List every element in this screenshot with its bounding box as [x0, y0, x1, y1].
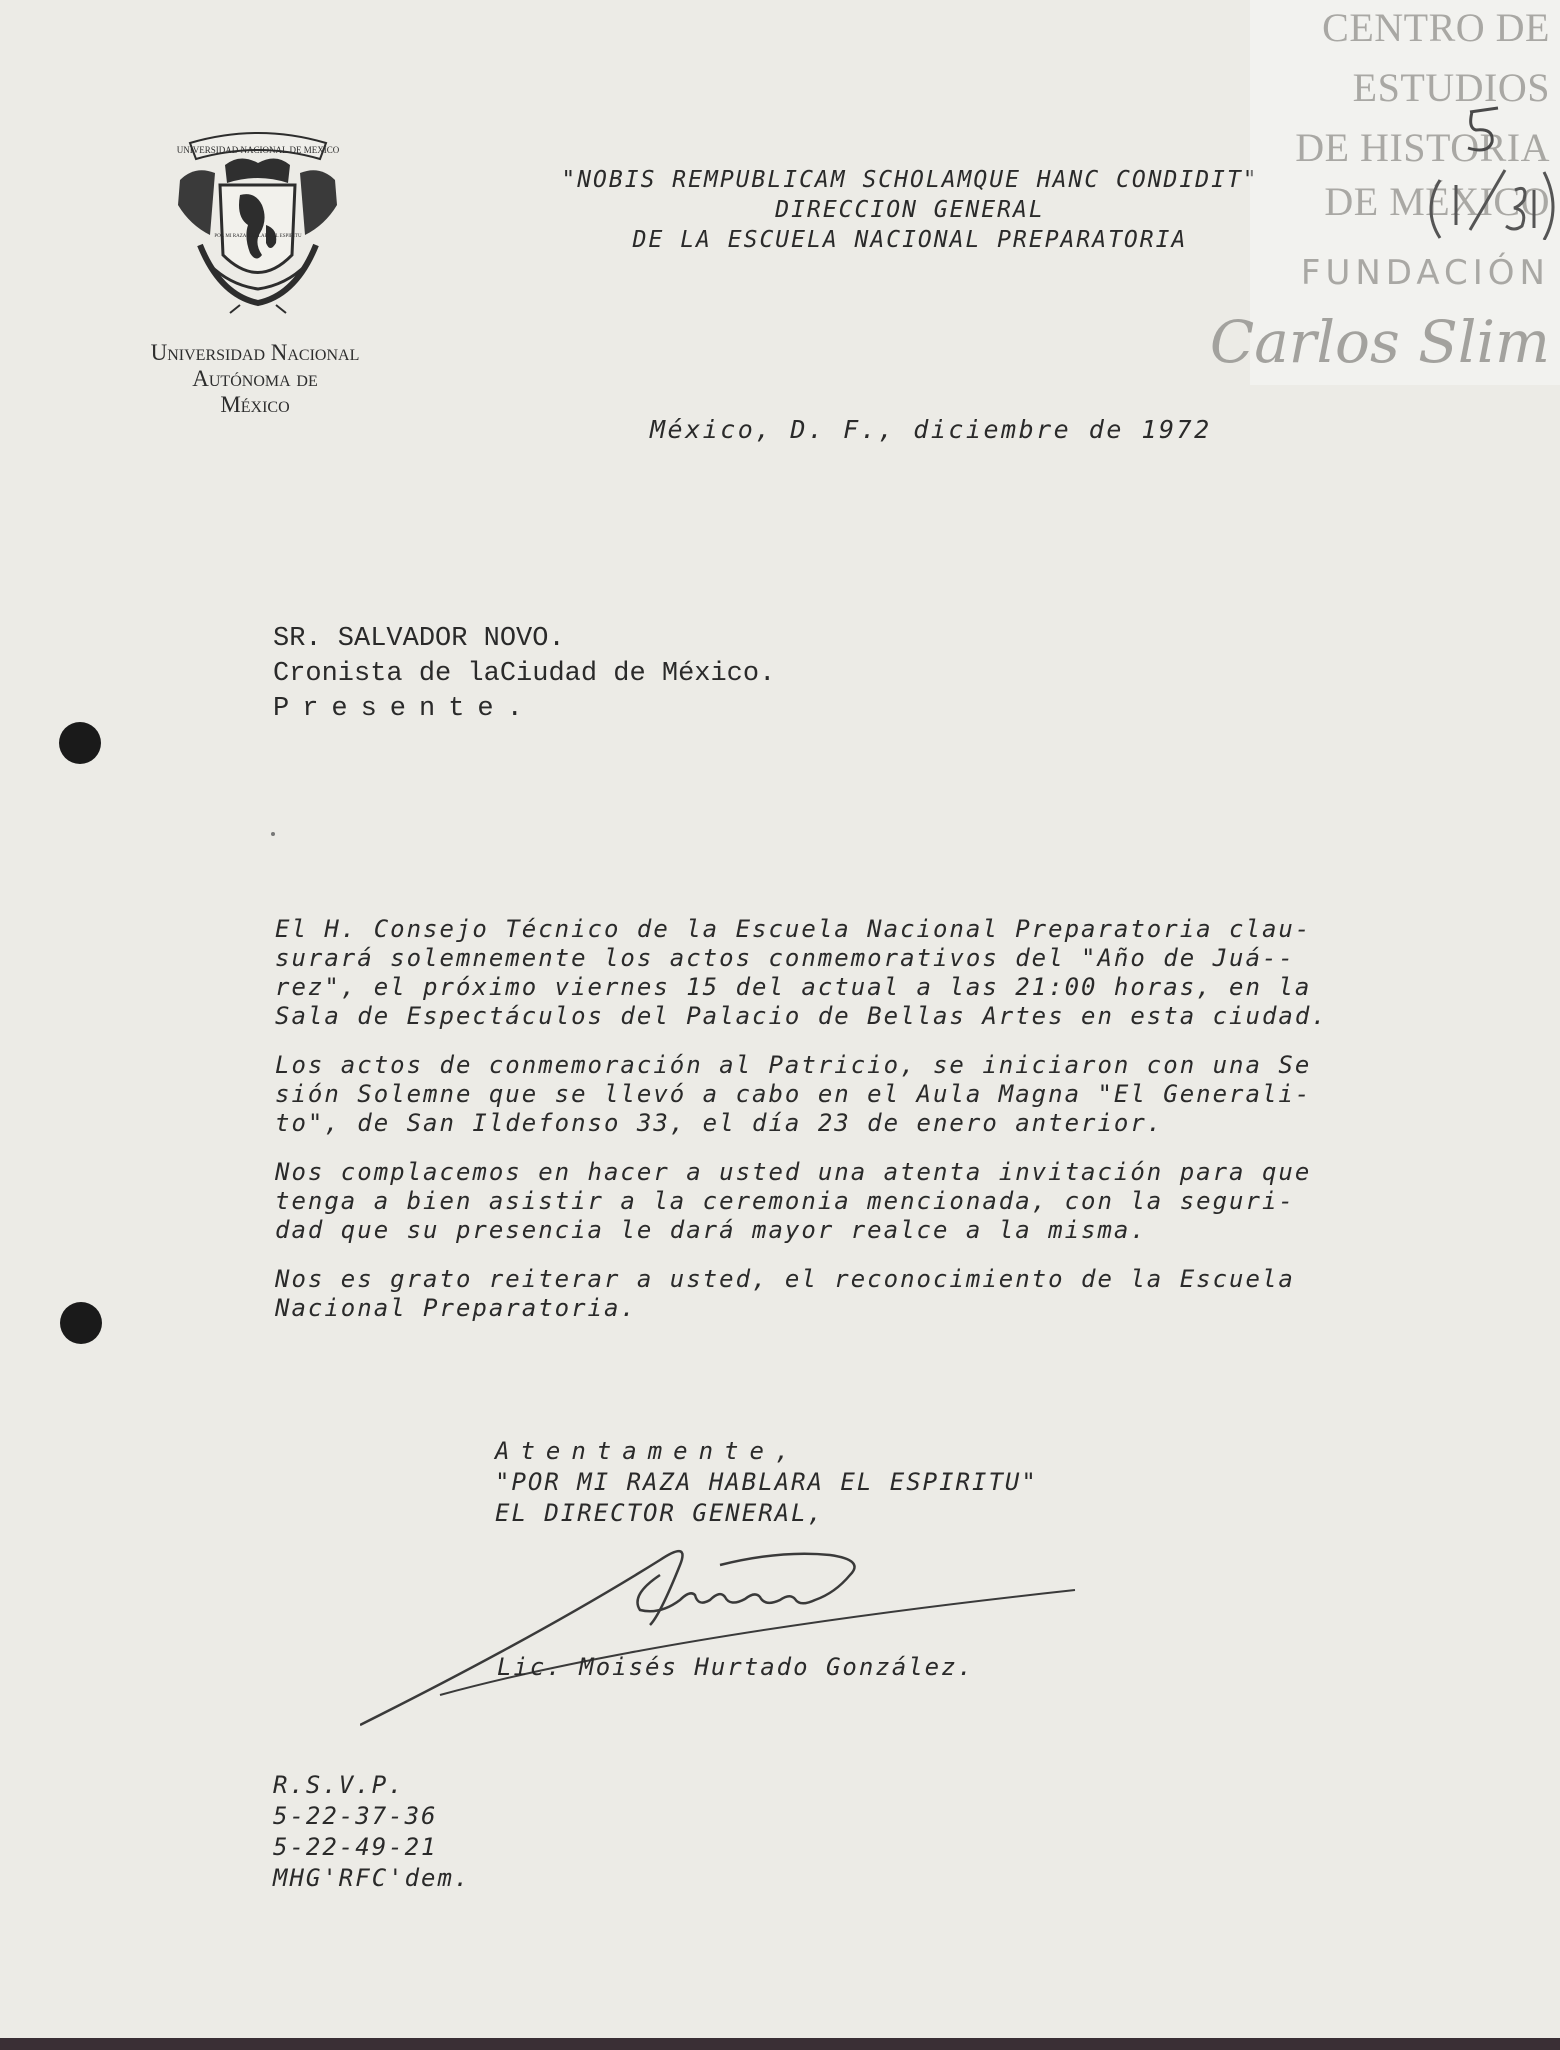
- body-line: surará solemnemente los actos conmemorativos del "Año de Juá--: [275, 944, 1295, 972]
- watermark-line: ESTUDIOS: [1352, 65, 1550, 110]
- recipient-presente: Presente.: [273, 694, 536, 724]
- punch-hole: [60, 1302, 102, 1344]
- recipient-title: Cronista de laCiudad de México.: [273, 659, 776, 689]
- body-line: to", de San Ildefonso 33, el día 23 de enero anterior.: [275, 1109, 1164, 1137]
- letter-body: [275, 915, 1475, 1343]
- unam-seal-icon: [170, 125, 345, 315]
- letterhead-motto: "NOBIS REMPUBLICAM SCHOLAMQUE HANC CONDIDIT": [561, 167, 1259, 193]
- rsvp-label: R.S.V.P.: [273, 1771, 405, 1799]
- phone-number: 5-22-49-21: [273, 1833, 438, 1861]
- body-line: sión Solemne que se llevó a cabo en el Aula Magna "El Generali-: [275, 1080, 1312, 1108]
- typist-initials: MHG'RFC'dem.: [273, 1864, 471, 1892]
- seal-text: UNIVERSIDAD NACIONAL DE MEXICO: [176, 145, 340, 155]
- body-line: El H. Consejo Técnico de la Escuela Nacional Preparatoria clau-: [275, 915, 1312, 943]
- university-name: [95, 340, 415, 418]
- seal-motto: POR MI RAZA HABLARA EL ESPIRITU: [214, 234, 302, 239]
- body-line: Nos es grato reiterar a usted, el reconocimiento de la Escuela: [275, 1265, 1295, 1293]
- closing-atentamente: Atentamente,: [495, 1437, 801, 1465]
- body-line: dad que su presencia le dará mayor realce a la misma.: [275, 1216, 1147, 1244]
- reference-block: [273, 1770, 470, 1894]
- recipient-name: SR. SALVADOR NOVO.: [273, 624, 565, 654]
- body-line: Sala de Espectáculos del Palacio de Bellas Artes en esta ciudad.: [275, 1002, 1328, 1030]
- archive-annotation: [1410, 50, 1560, 240]
- handwritten-signature: [360, 1505, 1080, 1735]
- university-line: Autónoma de: [192, 366, 318, 391]
- letterhead-header: [520, 165, 1300, 255]
- body-paragraph: [275, 915, 1475, 1031]
- body-line: Nos complacemos en hacer a usted una atenta invitación para que: [275, 1158, 1312, 1186]
- signer-name: Lic. Moisés Hurtado González.: [497, 1653, 975, 1681]
- body-line: Nacional Preparatoria.: [275, 1294, 637, 1322]
- watermark-line: DE HISTORIA: [1295, 125, 1550, 170]
- scan-border: [0, 2038, 1560, 2050]
- body-line: rez", el próximo viernes 15 del actual a las 21:00 horas, en la: [275, 973, 1312, 1001]
- university-line: Universidad Nacional: [150, 340, 360, 365]
- body-paragraph: [275, 1051, 1475, 1138]
- closing-role: EL DIRECTOR GENERAL,: [495, 1499, 824, 1527]
- closing-motto: "POR MI RAZA HABLARA EL ESPIRITU": [495, 1468, 1038, 1496]
- letterhead-office: DE LA ESCUELA NACIONAL PREPARATORIA: [632, 227, 1188, 253]
- letterhead-office: DIRECCION GENERAL: [775, 197, 1045, 223]
- letter-date: México, D. F., diciembre de 1972: [650, 415, 1212, 444]
- stray-mark: [271, 832, 275, 836]
- body-paragraph: [275, 1158, 1475, 1245]
- watermark-line: CENTRO DE: [1322, 5, 1550, 50]
- watermark-line: DE MÉXICO: [1324, 179, 1550, 224]
- punch-hole: [59, 722, 101, 764]
- university-line: México: [220, 392, 290, 417]
- watermark-signature: Carlos Slim: [1209, 308, 1550, 376]
- body-paragraph: [275, 1265, 1475, 1323]
- watermark-foundation: FUNDACIÓN: [1300, 253, 1550, 293]
- phone-number: 5-22-37-36: [273, 1802, 438, 1830]
- body-line: Los actos de conmemoración al Patricio, se iniciaron con una Se: [275, 1051, 1312, 1079]
- body-line: tenga a bien asistir a la ceremonia mencionada, con la seguri-: [275, 1187, 1295, 1215]
- recipient-block: [273, 622, 775, 727]
